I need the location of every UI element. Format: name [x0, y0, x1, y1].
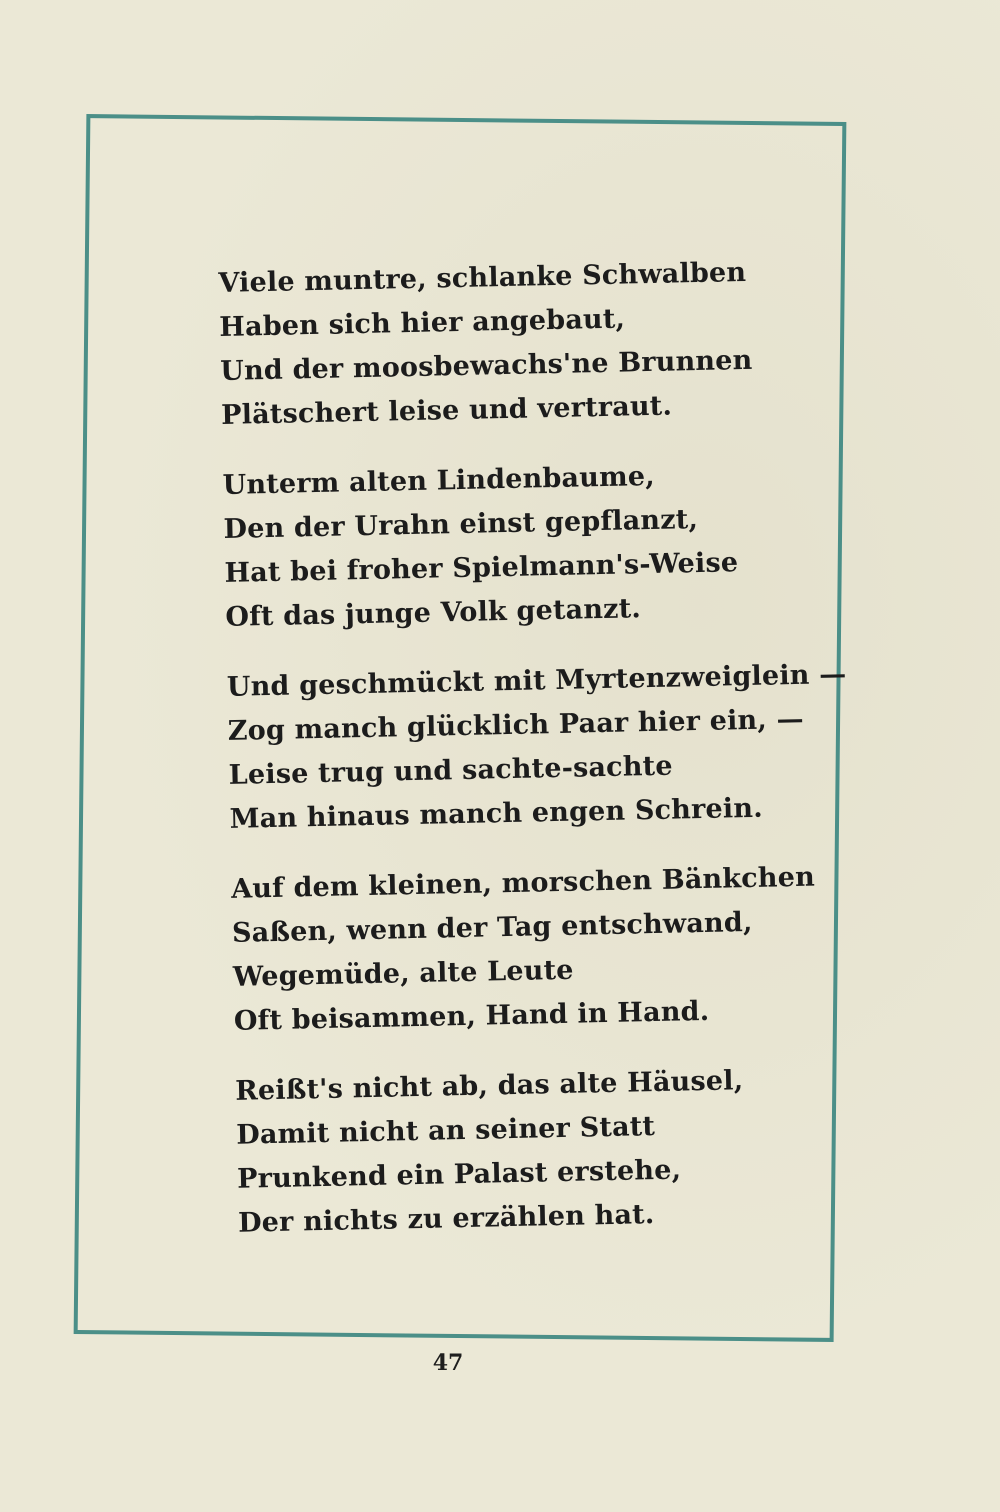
poem-line: Saßen, wenn der Tag entschwand, [231, 906, 753, 949]
poem-line: Prunkend ein Palast erstehe, [236, 1154, 682, 1195]
poem-line: Reißt's nicht ab, das alte Häusel, [235, 1065, 744, 1107]
poem-line: Damit nicht an seiner Statt [235, 1111, 656, 1151]
poem-line: Oft beisammen, Hand in Hand. [233, 995, 710, 1037]
poem-line: Der nichts zu erzählen hat. [237, 1199, 655, 1239]
poem-line: Viele muntre, schlanke Schwalben [218, 256, 747, 299]
poem-line: Den der Urahn einst gepflanzt, [223, 504, 699, 545]
poem-line: Und der moosbewachs'ne Brunnen [219, 344, 753, 387]
stanza-2 [222, 452, 786, 640]
poem [218, 250, 847, 1272]
stanza-3 [226, 654, 847, 842]
poem-line: Und geschmückt mit Myrtenzweiglein — [226, 658, 847, 703]
poem-line: Haben sich hier angebaut, [219, 303, 626, 343]
poem-line: Auf dem kleinen, morschen Bänkchen [230, 861, 816, 905]
poem-line: Wegemüde, alte Leute [232, 954, 574, 993]
stanza-5 [235, 1058, 799, 1246]
poem-line: Unterm alten Lindenbaume, [222, 460, 656, 501]
poem-line: Oft das junge Volk getanzt. [225, 593, 642, 633]
poem-line: Zog manch glücklich Paar hier ein, — [227, 703, 805, 747]
poem-line: Man hinaus manch engen Schrein. [229, 792, 764, 835]
page-number: 47 [432, 1350, 464, 1376]
stanza-1 [218, 250, 782, 438]
poem-line: Plätschert leise und vertraut. [220, 390, 673, 431]
poem-line: Leise trug und sachte-sachte [228, 750, 673, 791]
poem-line: Hat bei froher Spielmann's-Weise [224, 547, 739, 589]
stanza-4 [230, 856, 816, 1044]
